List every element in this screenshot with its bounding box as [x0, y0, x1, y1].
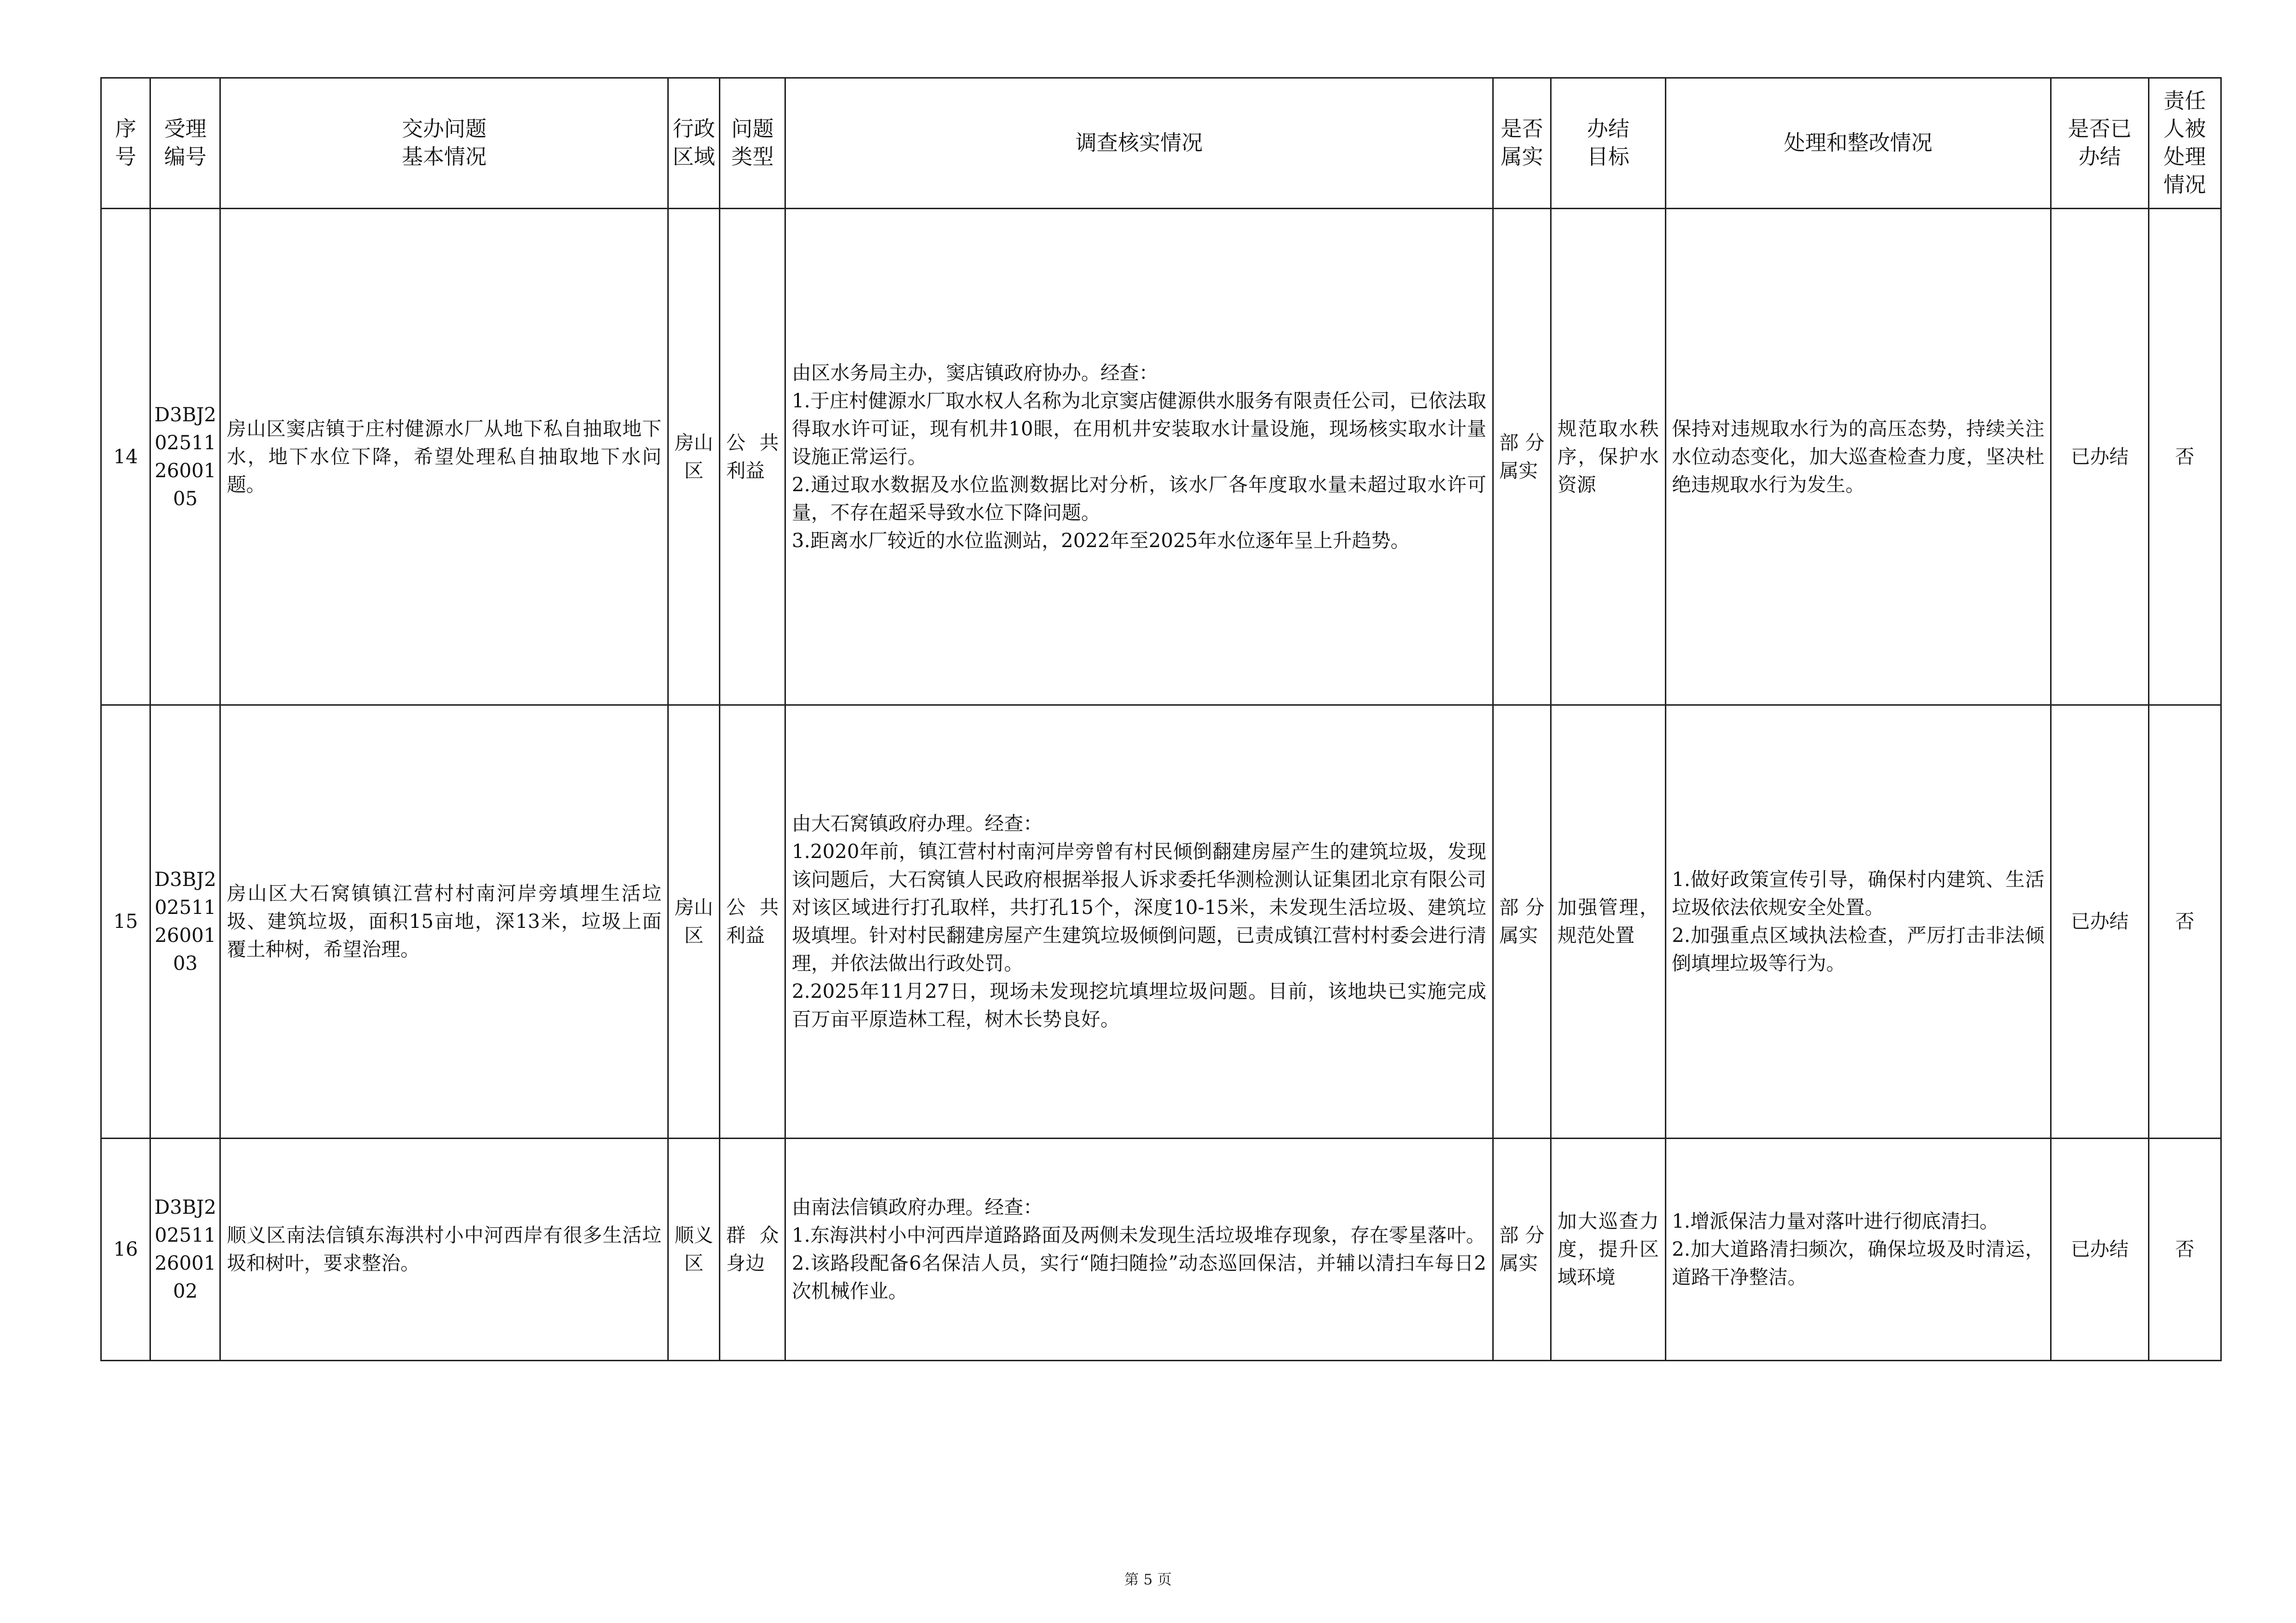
cell-seq: 16 — [101, 1139, 150, 1361]
cell-handling — [1665, 1139, 2051, 1361]
header-region: 行政 区域 — [668, 78, 719, 209]
cell-concluded: 已办结 — [2051, 1139, 2148, 1361]
handling-line: 保持对违规取水行为的高压态势，持续关注水位动态变化，加大巡查检查力度，坚决杜绝违规取水行为发生。 — [1672, 417, 2045, 496]
investigation-line: 1.2020年前，镇江营村村南河岸旁曾有村民倾倒翻建房屋产生的建筑垃圾，发现该问题后，大石窝镇人民政府根据举报人诉求委托华测检测认证集团北京有限公司对该区域进行打孔取样，共打孔15个，深度10-15米，未发现生活垃圾、建筑垃圾填埋。针对村民翻建房屋产生建筑垃圾倾倒问题，已责成镇江营村村委会进行清理，并依法做出行政处罚。 — [792, 841, 1486, 975]
header-basic: 交办问题 基本情况 — [220, 78, 668, 209]
cell-region: 房山区 — [668, 705, 719, 1139]
cell-handling — [1665, 705, 2051, 1139]
header-type: 问题 类型 — [720, 78, 785, 209]
cell-investigation — [785, 209, 1493, 705]
investigation-line: 2.该路段配备6名保洁人员，实行“随扫随捡”动态巡回保洁，并辅以清扫车每日2次机械作业。 — [792, 1252, 1486, 1302]
cell-goal: 加大巡查力度，提升区域环境 — [1551, 1139, 1665, 1361]
table-row — [101, 705, 2221, 1139]
cell-basic: 房山区窦店镇于庄村健源水厂从地下私自抽取地下水，地下水位下降，希望处理私自抽取地下水问题。 — [220, 209, 668, 705]
handling-line: 2.加大道路清扫频次，确保垃圾及时清运，道路干净整洁。 — [1672, 1238, 2045, 1288]
handling-line: 1.做好政策宣传引导，确保村内建筑、生活垃圾依法依规安全处置。 — [1672, 869, 2045, 919]
cell-region: 房山区 — [668, 209, 719, 705]
investigation-line: 1.于庄村健源水厂取水权人名称为北京窦店健源供水服务有限责任公司，已依法取得取水许可证，现有机井10眼，在用机井安装取水计量设施，现场核实取水计量设施正常运行。 — [792, 389, 1486, 468]
cell-accept-no: D3BJ2025112600102 — [150, 1139, 220, 1361]
table-row — [101, 1139, 2221, 1361]
cell-seq: 14 — [101, 209, 150, 705]
cell-type: 公共利益 — [720, 209, 785, 705]
investigation-line: 3.距离水厂较近的水位监测站，2022年至2025年水位逐年呈上升趋势。 — [792, 529, 1410, 552]
cell-type: 公共利益 — [720, 705, 785, 1139]
cell-investigation — [785, 705, 1493, 1139]
header-seq: 序 号 — [101, 78, 150, 209]
cell-is-true: 部分属实 — [1493, 209, 1551, 705]
cell-seq: 15 — [101, 705, 150, 1139]
cell-is-true: 部分属实 — [1493, 705, 1551, 1139]
handling-line: 1.增派保洁力量对落叶进行彻底清扫。 — [1672, 1210, 1999, 1233]
cell-accountability: 否 — [2148, 705, 2221, 1139]
cell-is-true: 部分属实 — [1493, 1139, 1551, 1361]
header-investigation: 调查核实情况 — [785, 78, 1493, 209]
investigation-line: 1.东海洪村小中河西岸道路路面及两侧未发现生活垃圾堆存现象，存在零星落叶。 — [792, 1224, 1486, 1247]
investigation-line: 2.2025年11月27日，现场未发现挖坑填埋垃圾问题。目前，该地块已实施完成百万亩平原造林工程，树木长势良好。 — [792, 980, 1486, 1031]
cell-region: 顺义区 — [668, 1139, 719, 1361]
cell-basic: 房山区大石窝镇镇江营村村南河岸旁填埋生活垃圾、建筑垃圾，面积15亩地，深13米，垃圾上面覆土种树，希望治理。 — [220, 705, 668, 1139]
header-accountability: 责任 人被 处理 情况 — [2148, 78, 2221, 209]
handling-line: 2.加强重点区域执法检查，严厉打击非法倾倒填埋垃圾等行为。 — [1672, 925, 2045, 975]
investigation-line: 由南法信镇政府办理。经查： — [792, 1196, 1043, 1219]
case-table — [100, 77, 2222, 1361]
cell-concluded: 已办结 — [2051, 705, 2148, 1139]
header-row — [101, 78, 2221, 209]
investigation-line: 由大石窝镇政府办理。经查： — [792, 813, 1043, 835]
cell-accept-no: D3BJ2025112600105 — [150, 209, 220, 705]
cell-basic: 顺义区南法信镇东海洪村小中河西岸有很多生活垃圾和树叶，要求整治。 — [220, 1139, 668, 1361]
header-handling: 处理和整改情况 — [1665, 78, 2051, 209]
cell-handling — [1665, 209, 2051, 705]
cell-investigation — [785, 1139, 1493, 1361]
header-is-true: 是否 属实 — [1493, 78, 1551, 209]
cell-concluded: 已办结 — [2051, 209, 2148, 705]
page-number: 第 5 页 — [1124, 1571, 1172, 1588]
cell-goal: 加强管理，规范处置 — [1551, 705, 1665, 1139]
cell-accountability: 否 — [2148, 1139, 2221, 1361]
investigation-line: 由区水务局主办，窦店镇政府协办。经查： — [792, 362, 1159, 384]
cell-type: 群众身边 — [720, 1139, 785, 1361]
header-accept-no: 受理 编号 — [150, 78, 220, 209]
cell-accountability: 否 — [2148, 209, 2221, 705]
table-row — [101, 209, 2221, 705]
cell-accept-no: D3BJ2025112600103 — [150, 705, 220, 1139]
header-goal: 办结 目标 — [1551, 78, 1665, 209]
investigation-line: 2.通过取水数据及水位监测数据比对分析，该水厂各年度取水量未超过取水许可量，不存在超采导致水位下降问题。 — [792, 473, 1486, 524]
header-concluded: 是否已 办结 — [2051, 78, 2148, 209]
cell-goal: 规范取水秩序，保护水资源 — [1551, 209, 1665, 705]
